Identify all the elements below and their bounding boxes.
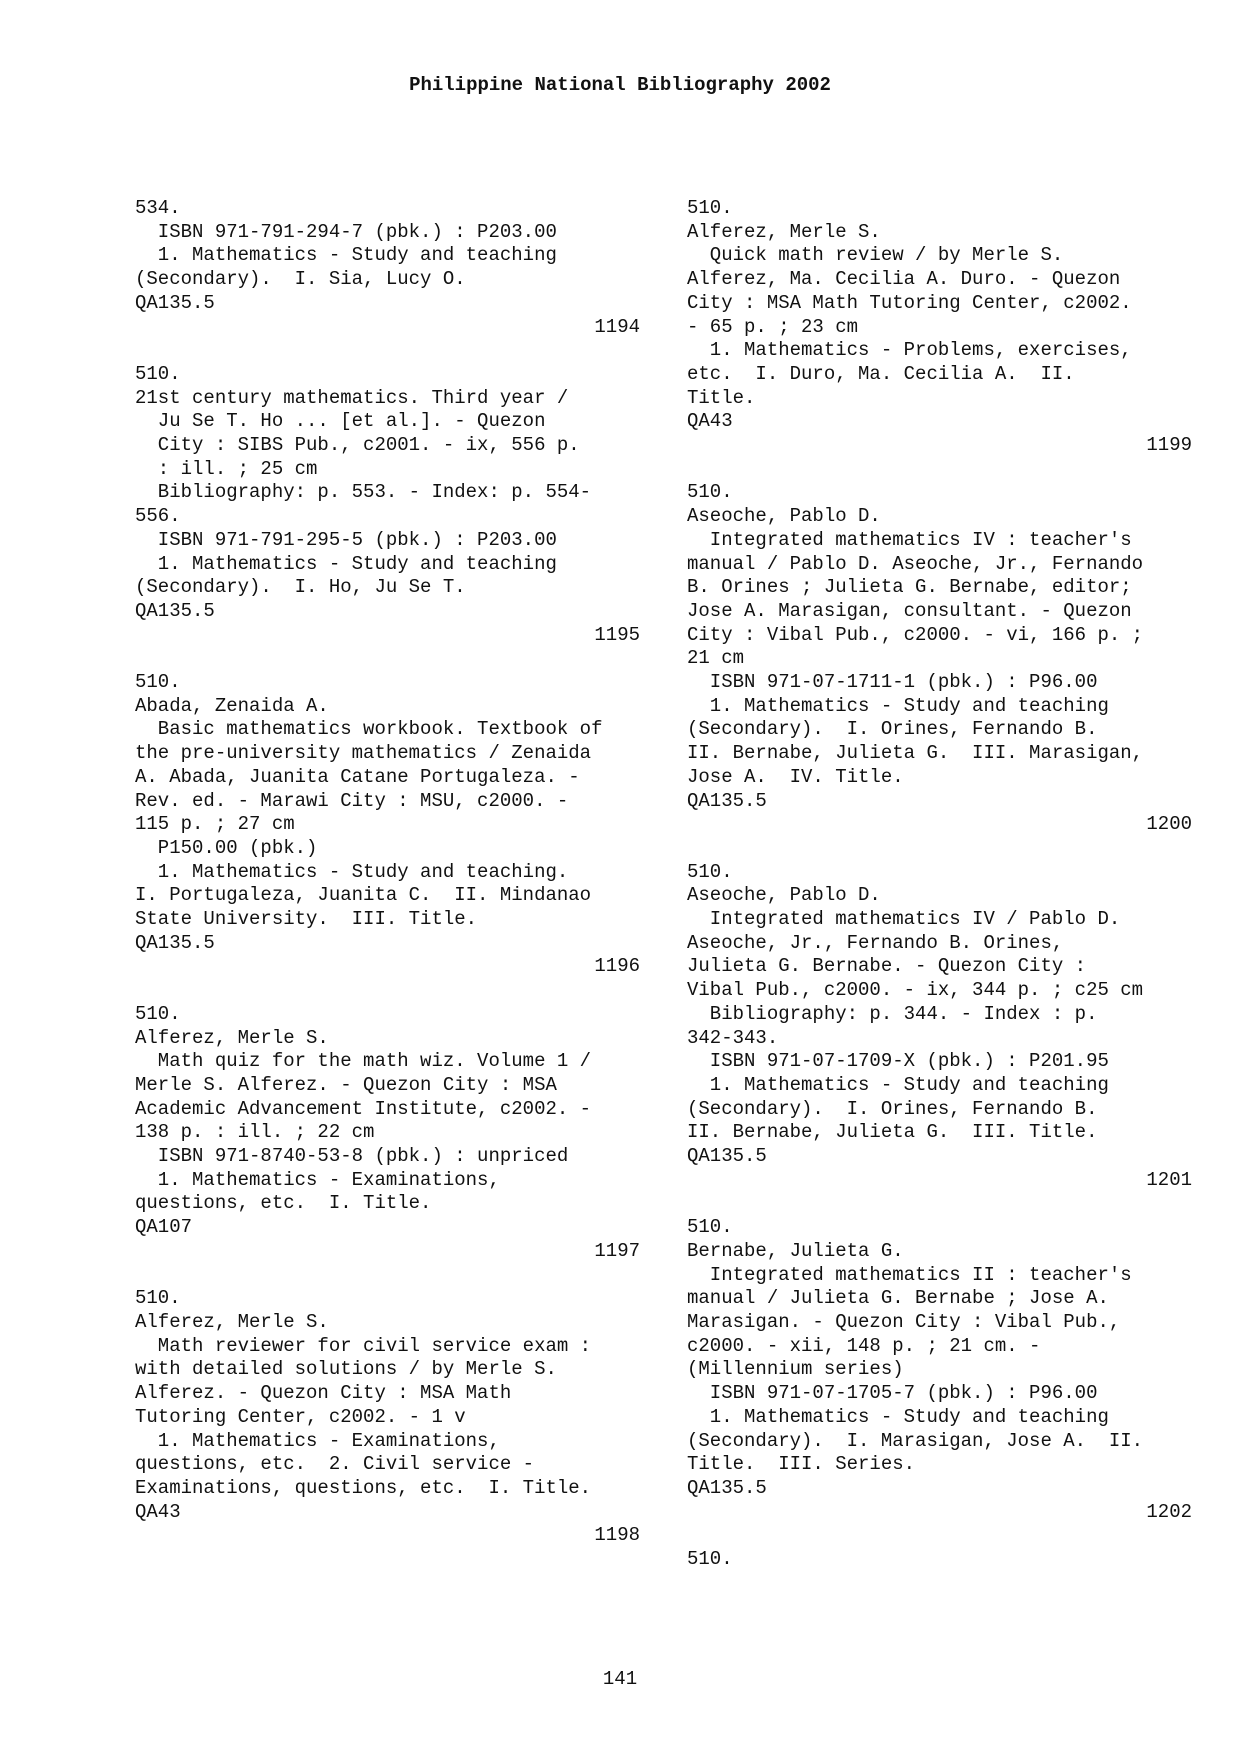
entry-line: City : SIBS Pub., c2001. - ix, 556 p. — [135, 434, 580, 457]
bibliography-entry — [687, 1548, 1192, 1572]
entry-line: 556. — [135, 505, 181, 528]
entry-line: 1. Mathematics - Study and teaching — [135, 552, 557, 575]
entry-line: Math quiz for the math wiz. Volume 1 / — [135, 1050, 592, 1073]
entry-line: Abada, Zenaida A. — [135, 694, 329, 717]
entry-line: QA107 — [135, 1216, 193, 1239]
entry-line: 1. Mathematics - Problems, exercises, — [687, 339, 1132, 362]
entry-line: 21 cm — [687, 647, 745, 670]
entry-line: Alferez, Merle S. — [135, 1026, 329, 1049]
entry-line: Quick math review / by Merle S. — [687, 244, 1064, 267]
entry-line: Julieta G. Bernabe. - Quezon City : — [687, 955, 1087, 978]
entry-line: with detailed solutions / by Merle S. — [135, 1358, 557, 1381]
entry-number: 1197 — [594, 1239, 640, 1262]
entry-line: Aseoche, Pablo D. — [687, 505, 881, 528]
entry-line: 138 p. : ill. ; 22 cm — [135, 1121, 375, 1144]
entry-line: Math reviewer for civil service exam : — [135, 1334, 592, 1357]
entry-line: State University. III. Title. — [135, 908, 478, 931]
entry-line: Alferez, Ma. Cecilia A. Duro. - Quezon — [687, 268, 1121, 291]
entry-line: Academic Advancement Institute, c2002. - — [135, 1097, 592, 1120]
entry-line: : ill. ; 25 cm — [135, 457, 318, 480]
entry-number: 1194 — [594, 315, 640, 338]
entry-line: Bibliography: p. 344. - Index : p. — [687, 1002, 1098, 1025]
entry-line: Bernabe, Julieta G. — [687, 1239, 904, 1262]
entry-line: ISBN 971-791-294-7 (pbk.) : P203.00 — [135, 220, 557, 243]
entry-line: 510. — [135, 671, 181, 694]
entry-line: (Millennium series) — [687, 1358, 904, 1381]
entry-line: (Secondary). I. Marasigan, Jose A. II. — [687, 1429, 1144, 1452]
entry-number: 1196 — [594, 955, 640, 978]
entry-line: - 65 p. ; 23 cm — [687, 315, 859, 338]
left-column — [135, 197, 640, 1572]
entry-line: Basic mathematics workbook. Textbook of — [135, 718, 603, 741]
entry-number: 1200 — [1146, 813, 1192, 836]
entry-line: Aseoche, Jr., Fernando B. Orines, — [687, 931, 1064, 954]
entry-line: 510. — [135, 362, 181, 385]
entry-line: QA43 — [135, 1500, 181, 1523]
entry-line: 510. — [135, 1002, 181, 1025]
entry-line: 342-343. — [687, 1026, 779, 1049]
entry-line: 534. — [135, 197, 181, 219]
entry-line: 1. Mathematics - Study and teaching — [687, 1405, 1109, 1428]
entry-line: 1. Mathematics - Study and teaching — [135, 244, 557, 267]
entry-line: 1. Mathematics - Study and teaching — [687, 694, 1109, 717]
entry-line: questions, etc. I. Title. — [135, 1192, 432, 1215]
entry-line: manual / Julieta G. Bernabe ; Jose A. — [687, 1287, 1109, 1310]
entry-line: Marasigan. - Quezon City : Vibal Pub., — [687, 1311, 1121, 1333]
entry-line: 510. — [687, 481, 733, 504]
entry-number: 1202 — [1146, 1500, 1192, 1523]
entry-number: 1199 — [1146, 434, 1192, 457]
entry-line: 510. — [687, 1548, 733, 1571]
entry-number: 1198 — [594, 1524, 640, 1547]
entry-line: 21st century mathematics. Third year / — [135, 386, 569, 409]
entry-line: (Secondary). I. Ho, Ju Se T. — [135, 576, 466, 599]
entry-line: II. Bernabe, Julieta G. III. Title. — [687, 1121, 1098, 1144]
bibliography-entry — [687, 197, 1192, 458]
entry-line: (Secondary). I. Orines, Fernando B. — [687, 1097, 1098, 1120]
entry-line: Alferez. - Quezon City : MSA Math — [135, 1382, 512, 1405]
entry-line: City : MSA Math Tutoring Center, c2002. — [687, 291, 1132, 314]
bibliography-entry — [687, 481, 1192, 837]
entry-line: ISBN 971-07-1711-1 (pbk.) : P96.00 — [687, 671, 1098, 694]
page-number: 141 — [602, 1668, 638, 1690]
entry-line: QA135.5 — [135, 291, 215, 314]
entry-line: Alferez, Merle S. — [687, 220, 881, 243]
entry-line: (Secondary). I. Orines, Fernando B. — [687, 718, 1098, 741]
entry-line: Integrated mathematics II : teacher's — [687, 1263, 1132, 1286]
entry-line: 1. Mathematics - Examinations, — [135, 1429, 500, 1452]
entry-line: Merle S. Alferez. - Quezon City : MSA — [135, 1073, 557, 1096]
bibliography-entry — [135, 197, 640, 339]
entry-line: Title. — [687, 386, 756, 409]
entry-line: ISBN 971-07-1705-7 (pbk.) : P96.00 — [687, 1382, 1098, 1405]
entry-line: 510. — [687, 1216, 733, 1239]
entry-line: QA135.5 — [135, 599, 215, 622]
entry-line: B. Orines ; Julieta G. Bernabe, editor; — [687, 576, 1132, 599]
entry-line: A. Abada, Juanita Catane Portugaleza. - — [135, 765, 580, 788]
entry-line: 115 p. ; 27 cm — [135, 813, 295, 836]
entry-line: ISBN 971-8740-53-8 (pbk.) : unpriced — [135, 1145, 569, 1168]
entry-line: Ju Se T. Ho ... [et al.]. - Quezon — [135, 410, 546, 433]
entry-line: 1. Mathematics - Study and teaching. — [135, 860, 569, 883]
entry-line: 1. Mathematics - Examinations, — [135, 1168, 500, 1191]
entry-line: Integrated mathematics IV : teacher's — [687, 528, 1132, 551]
entry-line: Title. III. Series. — [687, 1453, 916, 1476]
entry-line: Jose A. IV. Title. — [687, 765, 904, 788]
entry-line: manual / Pablo D. Aseoche, Jr., Fernando — [687, 552, 1144, 575]
entry-line: QA135.5 — [135, 931, 215, 954]
entry-line: P150.00 (pbk.) — [135, 836, 318, 859]
entry-line: QA135.5 — [687, 1476, 767, 1499]
bibliography-entry — [135, 671, 640, 979]
page-header-title: Philippine National Bibliography 2002 — [409, 74, 831, 96]
entry-line: Examinations, questions, etc. I. Title. — [135, 1476, 592, 1499]
entry-line: QA135.5 — [687, 789, 767, 812]
entry-line: II. Bernabe, Julieta G. III. Marasigan, — [687, 742, 1144, 765]
entry-line: the pre-university mathematics / Zenaida — [135, 742, 592, 765]
entry-line: c2000. - xii, 148 p. ; 21 cm. - — [687, 1334, 1041, 1357]
bibliography-entry — [135, 1287, 640, 1548]
entry-line: etc. I. Duro, Ma. Cecilia A. II. — [687, 362, 1075, 385]
bibliography-entry — [135, 1003, 640, 1264]
entry-line: ISBN 971-791-295-5 (pbk.) : P203.00 — [135, 528, 557, 551]
entry-line: Tutoring Center, c2002. - 1 v — [135, 1405, 466, 1428]
entry-line: I. Portugaleza, Juanita C. II. Mindanao — [135, 884, 592, 907]
entry-line: 510. — [687, 197, 733, 219]
entry-line: Alferez, Merle S. — [135, 1310, 329, 1333]
bibliography-entry — [135, 363, 640, 647]
entry-line: 510. — [687, 860, 733, 883]
entry-line: QA43 — [687, 410, 733, 433]
entry-line: questions, etc. 2. Civil service - — [135, 1453, 535, 1476]
bibliography-entry — [687, 1216, 1192, 1524]
entry-line: 1. Mathematics - Study and teaching — [687, 1073, 1109, 1096]
entry-line: Aseoche, Pablo D. — [687, 884, 881, 907]
entry-line: QA135.5 — [687, 1145, 767, 1168]
entry-line: Rev. ed. - Marawi City : MSU, c2000. - — [135, 789, 569, 812]
entry-line: Bibliography: p. 553. - Index: p. 554- — [135, 481, 592, 504]
entry-line: Integrated mathematics IV / Pablo D. — [687, 908, 1121, 931]
entry-line: Vibal Pub., c2000. - ix, 344 p. ; c25 cm — [687, 979, 1144, 1002]
entry-line: 510. — [135, 1287, 181, 1310]
entry-number: 1195 — [594, 623, 640, 646]
bibliography-entry — [687, 861, 1192, 1193]
right-column — [687, 197, 1192, 1595]
entry-number: 1201 — [1146, 1168, 1192, 1191]
entry-line: (Secondary). I. Sia, Lucy O. — [135, 268, 466, 291]
entry-line: ISBN 971-07-1709-X (pbk.) : P201.95 — [687, 1050, 1109, 1073]
entry-line: Jose A. Marasigan, consultant. - Quezon — [687, 599, 1132, 622]
entry-line: City : Vibal Pub., c2000. - vi, 166 p. ; — [687, 623, 1144, 646]
